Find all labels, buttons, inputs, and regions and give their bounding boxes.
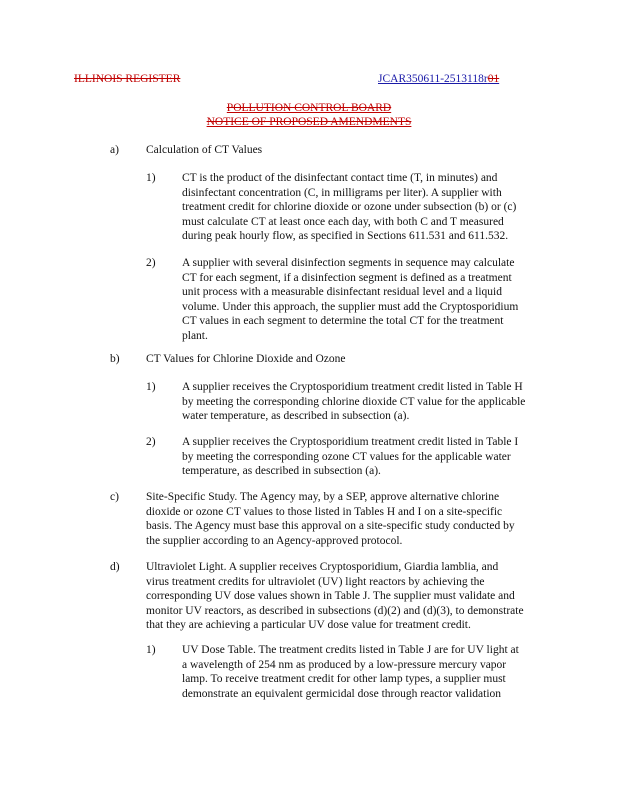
jcar-code-main: JCAR350611-2513118r	[378, 73, 488, 85]
line: a wavelength of 254 nm as produced by a low-pressure mercury vapor	[182, 658, 507, 671]
line: monitor UV reactors, as described in subsections (d)(2) and (d)(3), to demonstrate	[146, 604, 524, 617]
line: Ultraviolet Light. A supplier receives Cryptosporidium, Giardia lamblia, and	[146, 561, 499, 573]
line: disinfectant concentration (C, in milligrams per liter). A supplier with	[182, 186, 502, 199]
line: CT values in each segment to determine the total CT for the treatment	[182, 315, 504, 327]
board-title: POLLUTION CONTROL BOARD	[226, 102, 392, 114]
jcar-code-tail: 01	[487, 73, 500, 85]
section-b-label: b)	[110, 353, 120, 365]
line: UV Dose Table. The treatment credits listed in Table J are for UV light at	[182, 644, 519, 656]
line: must calculate CT at least once each day, with both C and T measured	[182, 215, 504, 228]
line: that they are achieving a particular UV dose value for treatment credit.	[146, 619, 471, 631]
line: the supplier according to an Agency-approved protocol.	[146, 534, 403, 547]
section-c-paragraph	[146, 490, 606, 548]
line: CT is the product of the disinfectant contact time (T, in minutes) and	[182, 172, 498, 184]
b2-paragraph	[182, 435, 602, 479]
section-c-label: c)	[110, 491, 119, 503]
a2-paragraph	[182, 256, 602, 343]
line: corresponding UV dose values shown in Table J. The supplier must validate and	[146, 590, 515, 602]
line: temperature, as described in subsection (a).	[182, 465, 381, 477]
line: A supplier receives the Cryptosporidium treatment credit listed in Table I	[182, 436, 519, 448]
section-a-label: a)	[110, 144, 119, 156]
line: by meeting the corresponding chlorine dioxide CT value for the applicable	[182, 395, 526, 408]
a1-label: 1)	[146, 172, 156, 184]
notice-title: NOTICE OF PROPOSED AMENDMENTS	[206, 116, 412, 128]
line: Site-Specific Study. The Agency may, by a SEP, approve alternative chlorine	[146, 491, 500, 503]
section-a-heading: Calculation of CT Values	[146, 144, 263, 156]
line: unit process with a measurable disinfectant residual level and a liquid	[182, 286, 502, 298]
line: virus treatment credits for ultraviolet (UV) light reactors by achieving the	[146, 575, 485, 588]
line: volume. Under this approach, the supplier must add the Cryptosporidium	[182, 300, 519, 313]
d1-label: 1)	[146, 644, 156, 656]
line: treatment credit for chlorine dioxide or ozone under subsection (b) or (c)	[182, 201, 517, 213]
section-d-label: d)	[110, 561, 120, 573]
line: demonstrate an equivalent germicidal dose through reactor validation	[182, 687, 502, 700]
jcar-code	[378, 72, 499, 87]
line: lamp. To receive treatment credit for other lamp types, a supplier must	[182, 673, 506, 685]
line: during peak hourly flow, as specified in Sections 611.531 and 611.532.	[182, 230, 509, 242]
d1-paragraph	[182, 643, 602, 701]
a2-label: 2)	[146, 257, 156, 269]
section-b-heading: CT Values for Chlorine Dioxide and Ozone	[146, 353, 346, 365]
b2-label: 2)	[146, 436, 156, 448]
line: dioxide or ozone CT values to those listed in Tables H and I on a site-specific	[146, 505, 503, 518]
section-d-paragraph	[146, 560, 606, 633]
line: by meeting the corresponding ozone CT values for the applicable water	[182, 450, 511, 463]
b1-paragraph	[182, 380, 602, 424]
line: basis. The Agency must base this approval on a site-specific study conducted by	[146, 520, 515, 532]
register-header: ILLINOIS REGISTER	[74, 73, 181, 85]
line: water temperature, as described in subsection (a).	[182, 410, 410, 422]
a1-paragraph	[182, 171, 602, 244]
line: A supplier receives the Cryptosporidium treatment credit listed in Table H	[182, 381, 523, 393]
line: CT for each segment, if a disinfection segment is defined as a treatment	[182, 271, 512, 284]
line: plant.	[182, 329, 208, 342]
b1-label: 1)	[146, 381, 156, 393]
line: A supplier with several disinfection segments in sequence may calculate	[182, 257, 515, 269]
